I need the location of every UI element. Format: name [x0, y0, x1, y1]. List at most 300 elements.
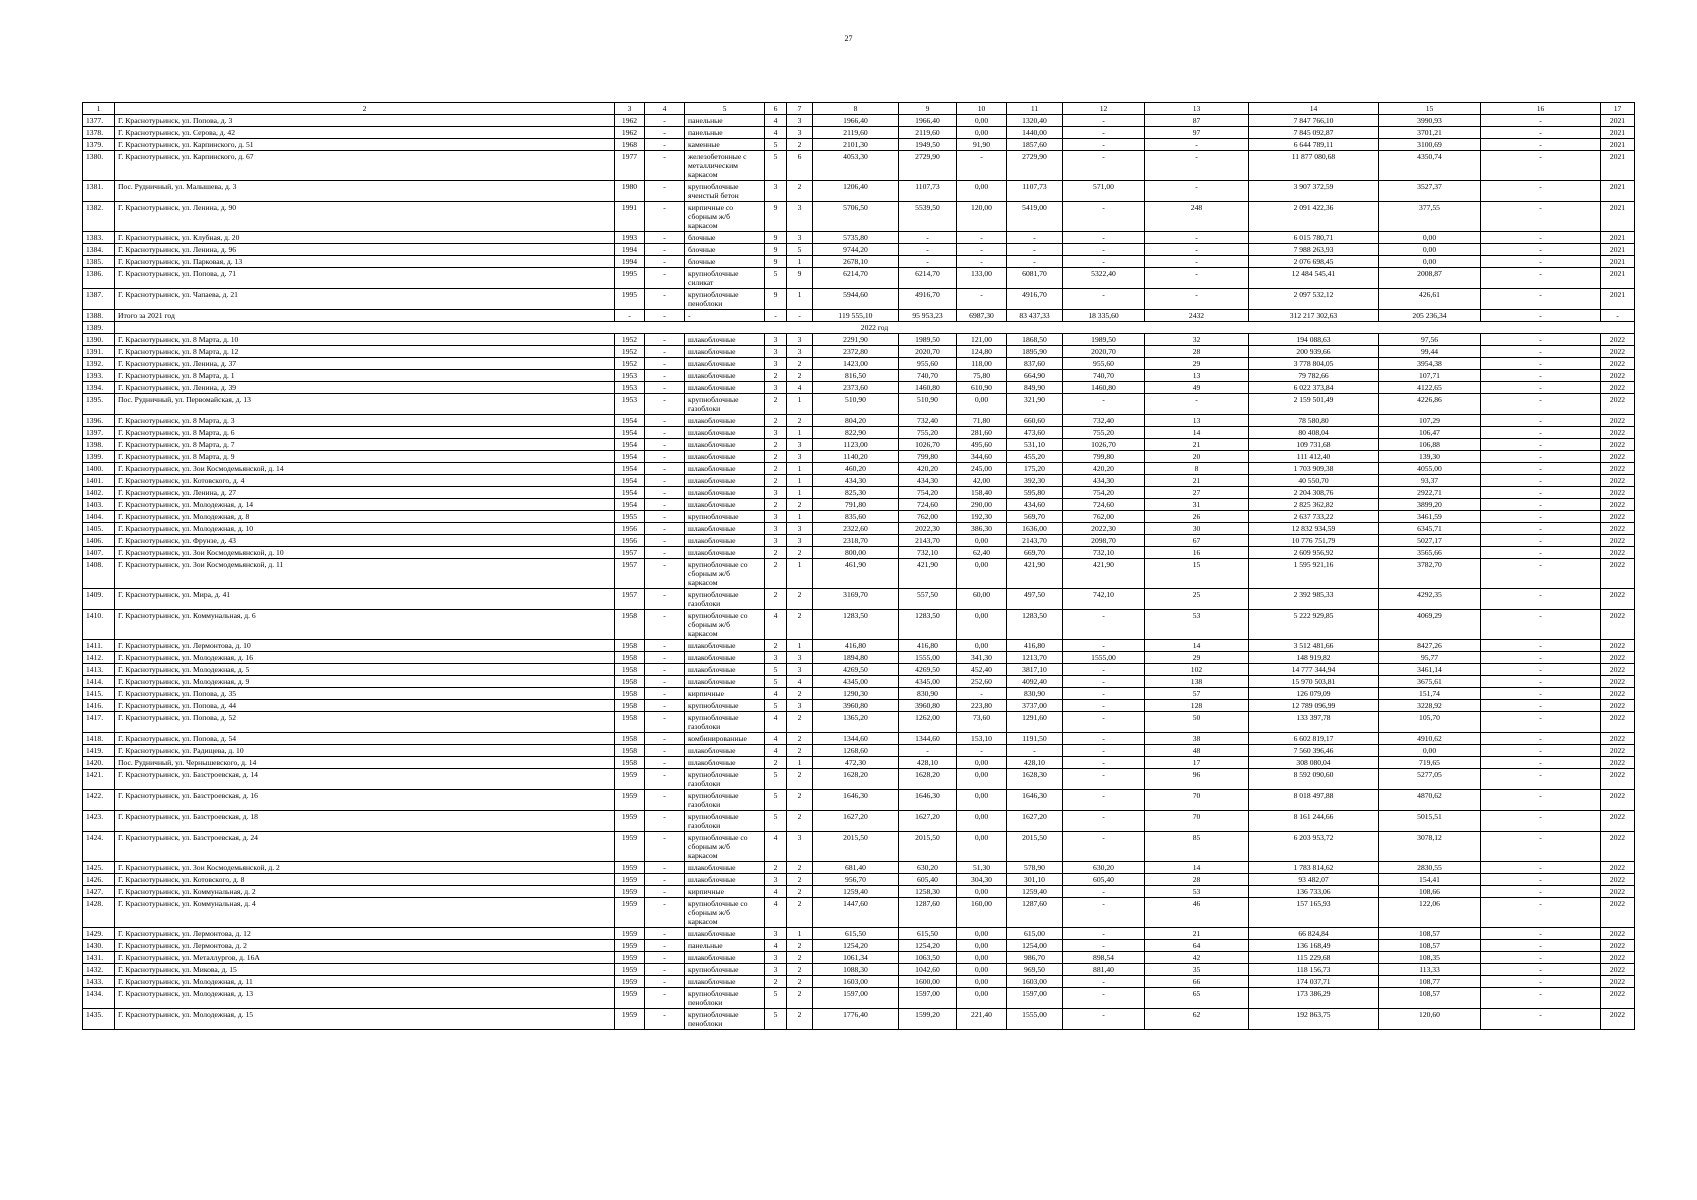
table-cell: 2022	[1601, 370, 1635, 382]
table-cell: 0,00	[957, 535, 1007, 547]
table-cell: 13	[1145, 415, 1249, 427]
table-cell: 71,80	[957, 415, 1007, 427]
table-cell: 1026,70	[899, 439, 957, 451]
table-cell: 416,80	[1007, 640, 1063, 652]
table-cell: -	[1063, 664, 1145, 676]
table-cell: 1959	[615, 988, 645, 1009]
table-cell: -	[645, 964, 685, 976]
table-cell: 2678,10	[813, 256, 899, 268]
table-cell: -	[1063, 811, 1145, 832]
address-cell: Г. Краснотурьинск, ул. Попова, д. 3	[115, 115, 615, 127]
table-cell: 66 824,84	[1249, 928, 1379, 940]
table-cell: шлакоблочные	[685, 745, 765, 757]
table-cell: 200 939,66	[1249, 346, 1379, 358]
table-cell: 107,71	[1379, 370, 1481, 382]
table-cell: 664,90	[1007, 370, 1063, 382]
table-row	[83, 688, 1635, 700]
address-cell: Пос. Рудничный, ул. Малышева, д. 3	[115, 181, 615, 202]
table-cell: 14	[1145, 427, 1249, 439]
table-cell: 8 018 497,88	[1249, 790, 1379, 811]
table-cell: 2	[765, 463, 787, 475]
table-cell: 3	[765, 334, 787, 346]
table-cell: 1283,50	[1007, 610, 1063, 640]
row-number-cell: 1411.	[83, 640, 115, 652]
table-cell: 2022	[1601, 952, 1635, 964]
table-cell: -	[1063, 940, 1145, 952]
table-cell: 2	[787, 811, 813, 832]
table-cell: -	[1481, 451, 1601, 463]
table-cell: 50	[1145, 712, 1249, 733]
table-cell: 0,00	[957, 976, 1007, 988]
table-cell: 1958	[615, 712, 645, 733]
table-cell: 2	[787, 976, 813, 988]
table-cell: крупноблочные газоблоки	[685, 589, 765, 610]
table-cell: 1895,90	[1007, 346, 1063, 358]
table-cell: -	[1481, 346, 1601, 358]
address-cell: Г. Краснотурьинск, ул. Зои Космодемьянской, д. 14	[115, 463, 615, 475]
table-row	[83, 487, 1635, 499]
table-cell: 2022	[1601, 1009, 1635, 1030]
table-cell: -	[1481, 358, 1601, 370]
address-cell: Г. Краснотурьинск, ул. Молодежная, д. 9	[115, 676, 615, 688]
table-cell: 2022	[1601, 757, 1635, 769]
table-cell: 1646,30	[813, 790, 899, 811]
table-cell: крупноблочные со сборным ж/б каркасом	[685, 898, 765, 928]
table-cell: 9	[765, 232, 787, 244]
table-cell: 106,47	[1379, 427, 1481, 439]
table-cell: 2	[787, 745, 813, 757]
table-cell: 2119,60	[813, 127, 899, 139]
table-cell: 6	[787, 151, 813, 181]
table-cell: 2021	[1601, 244, 1635, 256]
table-row	[83, 511, 1635, 523]
table-cell: 0,00	[957, 115, 1007, 127]
table-cell: 4	[765, 688, 787, 700]
table-cell: 3	[765, 964, 787, 976]
table-cell: 97	[1145, 127, 1249, 139]
table-cell: 1956	[615, 535, 645, 547]
table-cell: 4	[787, 676, 813, 688]
table-cell: 7 847 766,10	[1249, 115, 1379, 127]
table-row	[83, 370, 1635, 382]
table-cell: 5 222 929,85	[1249, 610, 1379, 640]
table-cell: крупноблочные со сборным ж/б каркасом	[685, 559, 765, 589]
table-cell: 20	[1145, 451, 1249, 463]
row-number-cell: 1399.	[83, 451, 115, 463]
table-row	[83, 382, 1635, 394]
table-cell: 1599,20	[899, 1009, 957, 1030]
table-cell: 1994	[615, 256, 645, 268]
table-cell: -	[645, 382, 685, 394]
table-cell: 799,80	[899, 451, 957, 463]
table-cell: 42	[1145, 952, 1249, 964]
table-cell: 755,20	[899, 427, 957, 439]
table-cell: 1968	[615, 139, 645, 151]
table-cell: -	[1063, 1009, 1145, 1030]
row-number-cell: 1380.	[83, 151, 115, 181]
table-cell: 2	[765, 451, 787, 463]
table-cell: -	[1063, 712, 1145, 733]
table-row	[83, 757, 1635, 769]
table-cell: 3	[765, 511, 787, 523]
table-cell: -	[645, 415, 685, 427]
table-cell: 4	[765, 115, 787, 127]
table-row	[83, 415, 1635, 427]
table-cell: 2	[787, 862, 813, 874]
table-cell: -	[1481, 268, 1601, 289]
table-cell: 849,90	[1007, 382, 1063, 394]
table-cell: шлакоблочные	[685, 862, 765, 874]
table-row	[83, 268, 1635, 289]
table-cell: 1954	[615, 487, 645, 499]
table-cell: -	[1063, 676, 1145, 688]
table-cell: 1 783 814,62	[1249, 862, 1379, 874]
table-cell: шлакоблочные	[685, 535, 765, 547]
table-cell: 2	[787, 790, 813, 811]
table-cell: -	[645, 589, 685, 610]
address-cell: Г. Краснотурьинск, ул. Молодежная, д. 16	[115, 652, 615, 664]
table-cell: 4092,40	[1007, 676, 1063, 688]
column-number-cell: 14	[1249, 103, 1379, 115]
housing-register-table	[82, 102, 1635, 1030]
table-cell: 4226,86	[1379, 394, 1481, 415]
table-cell: 669,70	[1007, 547, 1063, 559]
row-number-cell: 1415.	[83, 688, 115, 700]
table-cell: -	[645, 334, 685, 346]
table-cell: 830,90	[1007, 688, 1063, 700]
table-cell: 1953	[615, 394, 645, 415]
table-cell: 2	[765, 547, 787, 559]
table-cell: 1555,00	[1063, 652, 1145, 664]
row-number-cell: 1385.	[83, 256, 115, 268]
table-cell: 138	[1145, 676, 1249, 688]
table-cell: 473,60	[1007, 427, 1063, 439]
table-cell: 569,70	[1007, 511, 1063, 523]
address-cell: Г. Краснотурьинск, ул. Базстроевская, д. 18	[115, 811, 615, 832]
table-cell: 53	[1145, 610, 1249, 640]
table-cell: -	[1063, 688, 1145, 700]
address-cell: Г. Краснотурьинск, ул. Базстроевская, д. 14	[115, 769, 615, 790]
row-number-cell: 1422.	[83, 790, 115, 811]
table-cell: шлакоблочные	[685, 928, 765, 940]
address-cell: Г. Краснотурьинск, ул. Молодежная, д. 11	[115, 976, 615, 988]
table-row	[83, 394, 1635, 415]
table-cell: 0,00	[957, 769, 1007, 790]
table-cell: 830,90	[899, 688, 957, 700]
table-cell: 3	[765, 523, 787, 535]
table-cell: 3	[765, 952, 787, 964]
row-number-cell: 1381.	[83, 181, 115, 202]
table-cell: 2830,55	[1379, 862, 1481, 874]
table-cell: 2022	[1601, 334, 1635, 346]
table-cell: 1	[787, 463, 813, 475]
table-cell: 595,80	[1007, 487, 1063, 499]
table-cell: 6214,70	[813, 268, 899, 289]
table-cell: 2	[787, 769, 813, 790]
table-cell: 754,20	[899, 487, 957, 499]
table-cell: 578,90	[1007, 862, 1063, 874]
table-cell: 2729,90	[1007, 151, 1063, 181]
table-cell: 3	[787, 832, 813, 862]
address-cell: Г. Краснотурьинск, ул. Микова, д. 15	[115, 964, 615, 976]
table-row	[83, 232, 1635, 244]
table-cell: 3	[765, 358, 787, 370]
table-cell: 175,20	[1007, 463, 1063, 475]
address-cell: Г. Краснотурьинск, ул. Металлургов, д. 16А	[115, 952, 615, 964]
table-cell: 1628,30	[1007, 769, 1063, 790]
table-cell: 133 397,78	[1249, 712, 1379, 733]
table-cell: 610,90	[957, 382, 1007, 394]
table-cell: 969,50	[1007, 964, 1063, 976]
table-cell: -	[645, 244, 685, 256]
table-cell: 837,60	[1007, 358, 1063, 370]
table-cell: -	[645, 115, 685, 127]
table-cell: 2022	[1601, 652, 1635, 664]
table-cell: 1957	[615, 559, 645, 589]
table-cell: 6 022 373,84	[1249, 382, 1379, 394]
table-cell: 2373,60	[813, 382, 899, 394]
table-cell: 30	[1145, 523, 1249, 535]
table-cell: 1447,60	[813, 898, 899, 928]
table-cell: 1259,40	[1007, 886, 1063, 898]
table-cell: крупноблочные ячеистый бетон	[685, 181, 765, 202]
row-number-cell: 1377.	[83, 115, 115, 127]
row-number-cell: 1428.	[83, 898, 115, 928]
table-cell: 434,30	[899, 475, 957, 487]
table-cell: -	[645, 559, 685, 589]
table-cell: 79 782,66	[1249, 370, 1379, 382]
table-row	[83, 676, 1635, 688]
table-cell: 2	[787, 358, 813, 370]
table-cell: 416,80	[813, 640, 899, 652]
table-cell: 21	[1145, 928, 1249, 940]
table-row	[83, 310, 1635, 322]
table-row	[83, 976, 1635, 988]
table-cell: 2	[765, 499, 787, 511]
address-cell: Г. Краснотурьинск, ул. Лермонтова, д. 12	[115, 928, 615, 940]
table-cell: 660,60	[1007, 415, 1063, 427]
table-cell: 2143,70	[1007, 535, 1063, 547]
table-cell: -	[1481, 382, 1601, 394]
table-cell: 2022	[1601, 346, 1635, 358]
address-cell: Г. Краснотурьинск, ул. Коммунальная, д. 2	[115, 886, 615, 898]
address-cell: Г. Краснотурьинск, ул. Карпинского, д. 51	[115, 139, 615, 151]
table-cell: 2022	[1601, 610, 1635, 640]
table-cell: -	[645, 394, 685, 415]
table-cell: 2008,87	[1379, 268, 1481, 289]
row-number-cell: 1390.	[83, 334, 115, 346]
address-cell: Пос. Рудничный, ул. Первомайская, д. 13	[115, 394, 615, 415]
table-cell: 4870,62	[1379, 790, 1481, 811]
table-cell: -	[787, 310, 813, 322]
table-cell: 755,20	[1063, 427, 1145, 439]
table-cell: 1061,34	[813, 952, 899, 964]
table-cell: -	[1145, 394, 1249, 415]
table-cell: 2022	[1601, 940, 1635, 952]
table-row	[83, 1009, 1635, 1030]
table-cell: 1980	[615, 181, 645, 202]
address-cell: Г. Краснотурьинск, ул. Лермонтова, д. 2	[115, 940, 615, 952]
table-cell: 93,37	[1379, 475, 1481, 487]
table-cell: -	[645, 439, 685, 451]
table-cell: -	[645, 487, 685, 499]
row-number-cell: 1403.	[83, 499, 115, 511]
table-cell: 2922,71	[1379, 487, 1481, 499]
table-cell: 1955	[615, 511, 645, 523]
table-cell: 2 825 362,82	[1249, 499, 1379, 511]
table-cell: 816,50	[813, 370, 899, 382]
table-cell: 1959	[615, 874, 645, 886]
table-cell: 2021	[1601, 151, 1635, 181]
table-cell: 70	[1145, 811, 1249, 832]
table-cell: 740,70	[899, 370, 957, 382]
table-cell: 5	[765, 139, 787, 151]
table-cell: 1957	[615, 547, 645, 559]
table-cell: 3461,14	[1379, 664, 1481, 676]
table-cell: 0,00	[957, 559, 1007, 589]
table-cell: 115 229,68	[1249, 952, 1379, 964]
table-cell: -	[645, 757, 685, 769]
address-cell: Г. Краснотурьинск, ул. Ленина, д. 96	[115, 244, 615, 256]
table-cell: 5322,40	[1063, 268, 1145, 289]
table-cell: 1959	[615, 862, 645, 874]
table-cell: 2021	[1601, 289, 1635, 310]
table-cell: 386,30	[957, 523, 1007, 535]
table-cell: -	[1481, 733, 1601, 745]
table-cell: 1191,50	[1007, 733, 1063, 745]
table-row	[83, 535, 1635, 547]
row-number-cell: 1396.	[83, 415, 115, 427]
table-cell: 14	[1145, 862, 1249, 874]
table-cell: крупноблочные	[685, 964, 765, 976]
table-cell: 9	[765, 289, 787, 310]
table-cell: 95,77	[1379, 652, 1481, 664]
year-section-header: 2022 год	[115, 322, 1635, 334]
table-cell: 1254,00	[1007, 940, 1063, 952]
table-cell: -	[1481, 559, 1601, 589]
table-cell: шлакоблочные	[685, 415, 765, 427]
table-cell: 2	[787, 181, 813, 202]
table-cell: -	[1481, 886, 1601, 898]
table-cell: 510,90	[899, 394, 957, 415]
address-cell: Г. Краснотурьинск, ул. Молодежная, д. 15	[115, 1009, 615, 1030]
table-cell: 1423,00	[813, 358, 899, 370]
table-cell: -	[645, 1009, 685, 1030]
table-cell: 2020,70	[1063, 346, 1145, 358]
table-cell: 1213,70	[1007, 652, 1063, 664]
address-cell: Г. Краснотурьинск, ул. Фрунзе, д. 43	[115, 535, 615, 547]
register-body	[83, 103, 1635, 1030]
table-cell: -	[1145, 181, 1249, 202]
table-cell: 2022	[1601, 475, 1635, 487]
table-cell: -	[1481, 289, 1601, 310]
table-cell: 8 592 090,60	[1249, 769, 1379, 790]
table-cell: 4292,35	[1379, 589, 1481, 610]
table-cell: 1	[787, 928, 813, 940]
table-cell: -	[645, 358, 685, 370]
table-cell: -	[645, 523, 685, 535]
table-cell: 2022	[1601, 790, 1635, 811]
table-cell: 4	[765, 610, 787, 640]
table-cell: 898,54	[1063, 952, 1145, 964]
table-cell: 245,00	[957, 463, 1007, 475]
table-cell: 1954	[615, 427, 645, 439]
table-cell: 1962	[615, 115, 645, 127]
table-row	[83, 790, 1635, 811]
table-cell: -	[645, 928, 685, 940]
table-cell: 2022,30	[1063, 523, 1145, 535]
table-cell: 105,70	[1379, 712, 1481, 733]
table-cell: -	[645, 499, 685, 511]
table-row	[83, 202, 1635, 232]
table-cell: -	[645, 811, 685, 832]
table-cell: 3	[787, 127, 813, 139]
table-cell: 6345,71	[1379, 523, 1481, 535]
table-cell: 421,90	[899, 559, 957, 589]
table-cell: -	[1063, 115, 1145, 127]
table-cell: -	[1145, 151, 1249, 181]
table-cell: 1258,30	[899, 886, 957, 898]
address-cell: Г. Краснотурьинск, ул. Зои Космодемьянской, д. 2	[115, 862, 615, 874]
table-cell: -	[899, 745, 957, 757]
table-cell: 124,80	[957, 346, 1007, 358]
table-cell: 3	[765, 928, 787, 940]
table-cell: шлакоблочные	[685, 451, 765, 463]
table-cell: 1	[787, 511, 813, 523]
table-cell: 17	[1145, 757, 1249, 769]
table-cell: 5	[765, 769, 787, 790]
table-cell: 136 168,49	[1249, 940, 1379, 952]
table-cell: 1953	[615, 370, 645, 382]
table-cell: 5	[765, 268, 787, 289]
table-cell: -	[1481, 151, 1601, 181]
row-number-cell: 1427.	[83, 886, 115, 898]
table-cell: -	[765, 310, 787, 322]
table-cell: 2020,70	[899, 346, 957, 358]
table-cell: 108,57	[1379, 940, 1481, 952]
row-number-cell: 1398.	[83, 439, 115, 451]
table-cell: 1958	[615, 676, 645, 688]
table-cell: 1063,50	[899, 952, 957, 964]
table-cell: 1958	[615, 652, 645, 664]
table-cell: 8427,26	[1379, 640, 1481, 652]
table-cell: 5	[765, 1009, 787, 1030]
column-number-cell: 3	[615, 103, 645, 115]
table-cell: 791,80	[813, 499, 899, 511]
table-cell: 4	[765, 733, 787, 745]
table-row	[83, 874, 1635, 886]
table-cell: 108,77	[1379, 976, 1481, 988]
table-cell: 62	[1145, 1009, 1249, 1030]
table-cell: -	[1481, 790, 1601, 811]
table-cell: -	[1063, 640, 1145, 652]
table-cell: 57	[1145, 688, 1249, 700]
row-number-cell: 1410.	[83, 610, 115, 640]
table-cell: 421,90	[1063, 559, 1145, 589]
table-cell: 119 555,10	[813, 310, 899, 322]
table-cell: 1	[787, 289, 813, 310]
table-cell: -	[899, 232, 957, 244]
table-row	[83, 589, 1635, 610]
table-cell: -	[645, 151, 685, 181]
table-cell: 2022	[1601, 535, 1635, 547]
table-cell: 1954	[615, 463, 645, 475]
table-cell: 3817,10	[1007, 664, 1063, 676]
address-cell: Г. Краснотурьинск, ул. 8 Марта, д. 12	[115, 346, 615, 358]
table-row	[83, 811, 1635, 832]
table-cell: 1956	[615, 523, 645, 535]
table-cell: 1954	[615, 451, 645, 463]
